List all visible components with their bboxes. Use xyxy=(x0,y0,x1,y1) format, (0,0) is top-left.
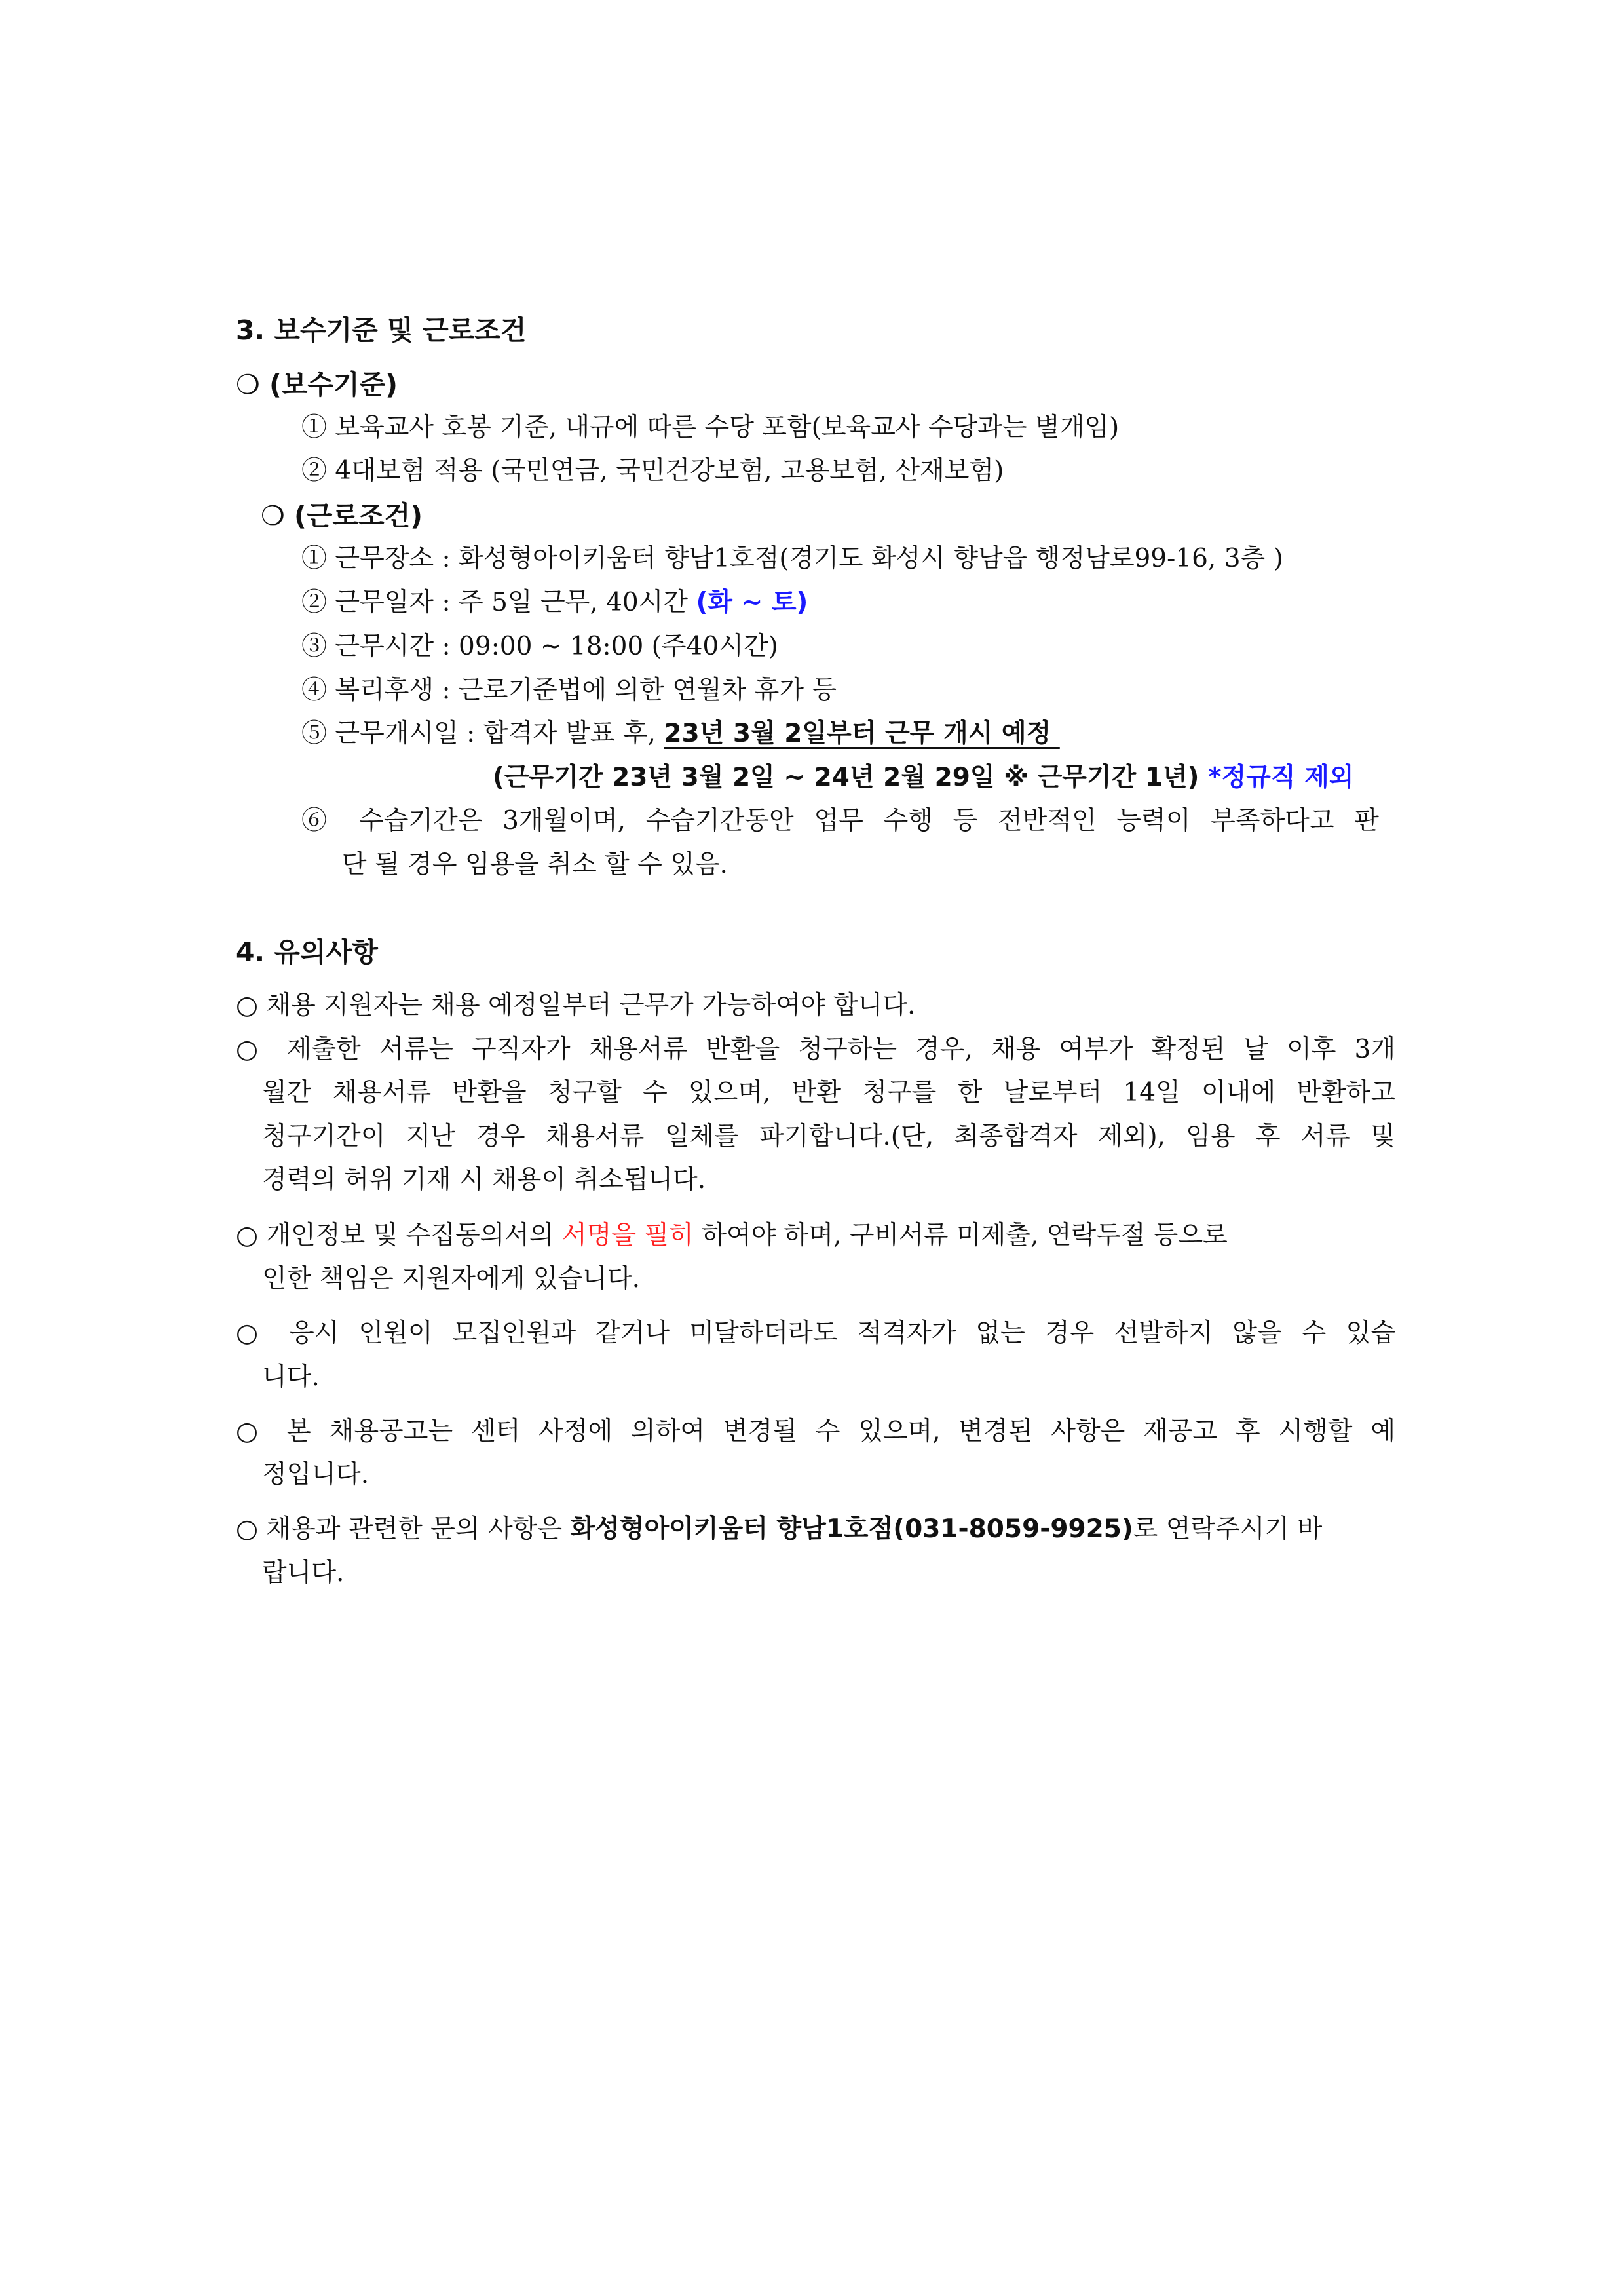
work-days-text: ② 근무일자 : 주 5일 근무, 40시간 xyxy=(301,588,696,617)
work-hours: ③ 근무시간 : 09:00 ~ 18:00 (주40시간) xyxy=(301,632,778,661)
note-3-line-2: 인한 책임은 지원자에게 있습니다. xyxy=(262,1264,641,1293)
work-days xyxy=(301,585,808,621)
note-2-line-1: ○ 제출한 서류는 구직자가 채용서류 반환을 청구하는 경우, 채용 여부가 확정된 날 이후 3개 xyxy=(236,1035,1395,1064)
work-welfare: ④ 복리후생 : 근로기준법에 의한 연월차 휴가 등 xyxy=(301,676,837,705)
work-period xyxy=(493,760,1353,795)
note-5-line-2: 정입니다. xyxy=(262,1460,369,1489)
work-heading: ❍ (근로조건) xyxy=(261,500,423,531)
work-place: ① 근무장소 : 화성형아이키움터 향남1호점(경기도 화성시 향남읍 행정남로99-16, 3층 ) xyxy=(301,544,1283,573)
note-4-line-2: 니다. xyxy=(262,1362,320,1392)
work-start xyxy=(301,716,1060,752)
work-period-text: (근무기간 23년 3월 2일 ~ 24년 2월 29일 ※ 근무기간 1년) xyxy=(493,763,1209,792)
section4-title: 4. 유의사항 xyxy=(236,936,378,968)
note-2-line-3: 청구기간이 지난 경우 채용서류 일체를 파기합니다.(단, 최종합격자 제외), 임용 후 서류 및 xyxy=(262,1122,1395,1151)
pay-item-2: ② 4대보험 적용 (국민연금, 국민건강보험, 고용보험, 산재보험) xyxy=(301,456,1004,486)
work-start-text: ⑤ 근무개시일 : 합격자 발표 후, xyxy=(301,719,664,748)
note-6-line-1 xyxy=(236,1512,1322,1547)
note-6-suffix: 로 연락주시기 바 xyxy=(1133,1514,1323,1544)
note-3-text: ○ 개인정보 및 수집동의서의 xyxy=(236,1221,563,1250)
note-6-line-2: 랍니다. xyxy=(262,1558,345,1588)
note-3-line-1 xyxy=(236,1218,1228,1253)
note-3-suffix: 하여야 하며, 구비서류 미제출, 연락두절 등으로 xyxy=(693,1221,1228,1250)
work-start-highlight: 23년 3월 2일부터 근무 개시 예정 xyxy=(664,719,1060,748)
pay-item-1: ① 보육교사 호봉 기준, 내규에 따른 수당 포함(보육교사 수당과는 별개임) xyxy=(301,413,1120,442)
note-6-contact: 화성형아이키움터 향남1호점(031-8059-9925) xyxy=(570,1514,1133,1544)
note-6-text: ○ 채용과 관련한 문의 사항은 xyxy=(236,1514,571,1544)
note-3-highlight: 서명을 필히 xyxy=(562,1221,694,1250)
note-4-line-1: ○ 응시 인원이 모집인원과 같거나 미달하더라도 적격자가 없는 경우 선발하지 않을 수 있습 xyxy=(236,1318,1395,1348)
note-2-line-2: 월간 채용서류 반환을 청구할 수 있으며, 반환 청구를 한 날로부터 14일 이내에 반환하고 xyxy=(262,1078,1395,1107)
probation-line-1: ⑥ 수습기간은 3개월이며, 수습기간동안 업무 수행 등 전반적인 능력이 부족하다고 판 xyxy=(301,806,1379,835)
section3-title: 3. 보수기준 및 근로조건 xyxy=(236,315,527,346)
work-days-highlight: (화 ~ 토) xyxy=(696,588,808,617)
work-period-note: *정규직 제외 xyxy=(1208,763,1354,792)
note-2-line-4: 경력의 허위 기재 시 채용이 취소됩니다. xyxy=(262,1165,706,1195)
probation-line-2: 단 될 경우 임용을 취소 할 수 있음. xyxy=(342,850,728,879)
note-5-line-1: ○ 본 채용공고는 센터 사정에 의하여 변경될 수 있으며, 변경된 사항은 재공고 후 시행할 예 xyxy=(236,1417,1395,1446)
pay-heading: ❍ (보수기준) xyxy=(236,369,398,400)
note-1: ○ 채용 지원자는 채용 예정일부터 근무가 가능하여야 합니다. xyxy=(236,991,916,1020)
